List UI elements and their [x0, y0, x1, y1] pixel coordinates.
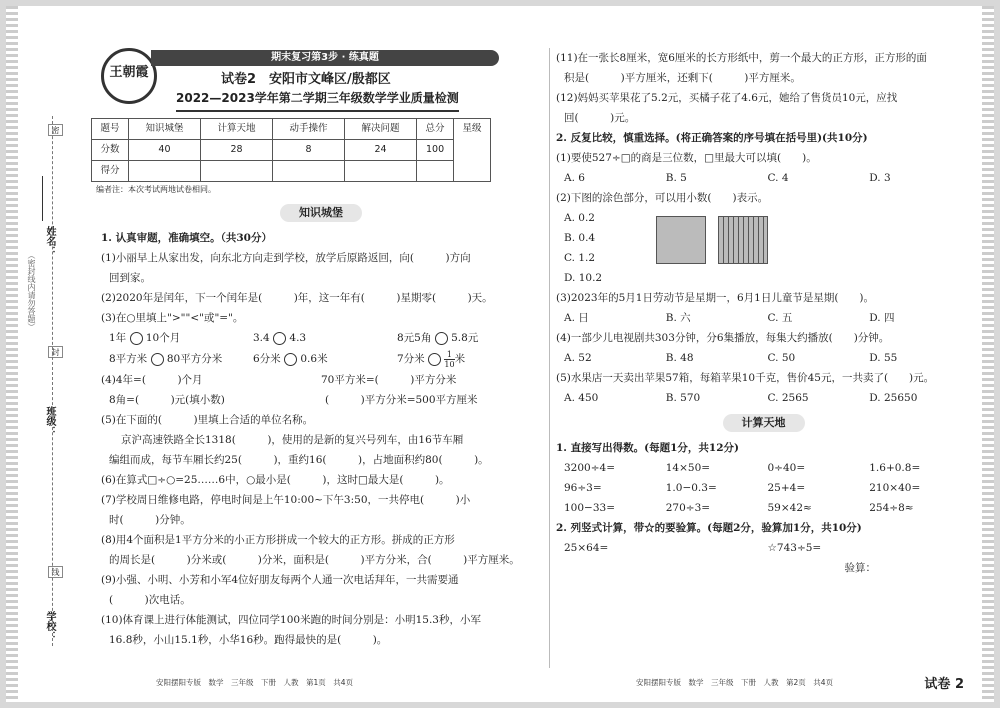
cell[interactable]: [417, 161, 454, 182]
cmp-b: 0.6米: [300, 353, 328, 365]
fraction: [444, 350, 454, 369]
cmp-b: 5.8元: [451, 332, 479, 344]
compare-circle[interactable]: [435, 332, 448, 345]
section-calculation: 计算天地: [723, 414, 805, 432]
vertical-calc-2: ☆743÷5=: [767, 542, 822, 554]
option: A. 6: [564, 172, 585, 184]
q2-2: (2)下图的涂色部分，可以用小数( )表示。: [556, 192, 769, 204]
q2-2-block: [556, 208, 971, 288]
th-star: 星级: [454, 119, 491, 182]
calc-q2-heading: 2. 列竖式计算，带☆的要验算。(每题2分，验算加1分，共10分): [556, 522, 862, 534]
score-row: [92, 140, 491, 161]
calc-item: 254÷8≈: [869, 502, 914, 514]
exam-header: [101, 48, 541, 118]
calc-row-2: [556, 478, 971, 498]
cmp-a: 8元5角: [397, 332, 432, 344]
option: C. 五: [767, 312, 793, 324]
footer-left: 安阳摆阳专版 数学 三年级 下册 人教 第1页 共4页: [156, 678, 354, 687]
th: 计算天地: [200, 119, 272, 140]
q1-2: (2)2020年是闰年，下一个闰年是( )年，这一年有( )星期零( )天。: [101, 292, 493, 304]
cell[interactable]: [345, 161, 417, 182]
cell: 得分: [92, 161, 129, 182]
left-column: [96, 48, 541, 650]
q2-3-options: [556, 308, 971, 328]
school-label: 学校：: [44, 611, 55, 641]
calc-item: 1.0−0.3=: [665, 482, 717, 494]
cmp-a: 7分米: [397, 353, 425, 365]
option: A. 日: [564, 312, 589, 324]
vertical-calc-1: 25×64=: [564, 542, 609, 554]
th: 动手操作: [273, 119, 345, 140]
cmp-a: 6分米: [253, 353, 281, 365]
cell: 分数: [92, 140, 129, 161]
compare-circle[interactable]: [428, 353, 441, 366]
calc-item: 210×40=: [869, 482, 921, 494]
q1-heading: 1. 认真审题，准确填空。（共30分）: [101, 232, 272, 244]
cell[interactable]: [273, 161, 345, 182]
th: 题号: [92, 119, 129, 140]
q1-10b: 16.8秒，小山15.1秒，小华16秒。跑得最快的是( )。: [109, 634, 388, 646]
exam-page: [6, 6, 994, 702]
th: 知识城堡: [128, 119, 200, 140]
column-divider: [549, 48, 550, 668]
footer-right: 安阳摆阳专版 数学 三年级 下册 人教 第2页 共4页: [636, 678, 834, 687]
q1-11: (11)在一张长8厘米，宽6厘米的长方形纸中，剪一个最大的正方形，正方形的面: [556, 52, 927, 64]
seal-note: （密封线内请勿答题）: [27, 251, 36, 331]
editor-note: 编者注：本次考试两地试卷相同。: [96, 185, 216, 194]
calc-item: 25+4=: [767, 482, 806, 494]
q2-5-options: [556, 388, 971, 408]
q1-4-row2: [101, 390, 541, 410]
cmp-a: 1年: [109, 332, 127, 344]
q1-1: (1)小丽早上从家出发，向东北方向走到学校，放学后原路返回，向( )方向: [101, 252, 471, 264]
binding-dashed-line: [52, 116, 53, 646]
name-line: [42, 176, 55, 221]
calc-item: 1.6+0.8=: [869, 462, 921, 474]
name-label: 姓名：: [44, 226, 55, 256]
calc-item: 270÷3=: [665, 502, 711, 514]
q1-12b: 回( )元。: [564, 112, 636, 124]
calc-row-3: [556, 498, 971, 518]
cmp-b: 80平方分米: [166, 353, 223, 365]
option: A. 450: [564, 392, 599, 404]
option: C. 4: [767, 172, 789, 184]
seal-mark: 密: [48, 124, 63, 136]
q1-5: (5)在下面的( )里填上合适的单位名称。: [101, 414, 314, 426]
option: A. 52: [564, 352, 592, 364]
q1-12: (12)妈妈买苹果花了5.2元，买橘子花了4.6元，她给了售货员10元，应找: [556, 92, 898, 104]
option: B. 0.4: [564, 232, 596, 244]
q1-10: (10)体育课上进行体能测试，四位同学100米跑的时间分别是：小明15.3秒，小军: [101, 614, 481, 626]
q1-6: (6)在算式□÷○=25……6中，○最小是( )，这时□最大是( )。: [101, 474, 450, 486]
exam-title: 试卷2 安阳市文峰区/殷都区: [221, 72, 391, 87]
compare-circle[interactable]: [284, 353, 297, 366]
calc-item: 96÷3=: [564, 482, 602, 494]
cmp-b: 4.3: [289, 332, 307, 344]
q1-11b: 积是( )平方厘米，还剩下( )平方厘米。: [564, 72, 801, 84]
cell: 28: [200, 140, 272, 161]
q1-4b: 70平方米=( )平方分米: [321, 374, 457, 386]
binding-margin: [20, 46, 70, 666]
striped-square-figure: [718, 216, 768, 264]
q1-8: (8)用4个面积是1平方分米的小正方形拼成一个较大的正方形。拼成的正方形: [101, 534, 455, 546]
compare-row-2: [101, 348, 541, 370]
option: A. 0.2: [564, 212, 595, 224]
q1-8b: 的周长是( )分米或( )分米，面积是( )平方分米，合( )平方厘米。: [109, 554, 520, 566]
q1-9: (9)小强、小明、小芳和小军4位好朋友每两个人通一次电话拜年，一共需要通: [101, 574, 459, 586]
option: C. 1.2: [564, 252, 596, 264]
q2-heading: 2. 反复比较，慎重选择。(将正确答案的序号填在括号里)(共10分): [556, 132, 868, 144]
check-label: 验算：: [844, 562, 876, 574]
vertical-calc-row: [556, 538, 971, 558]
q2-1-options: [556, 168, 971, 188]
q1-4d: ( )平方分米=500平方厘米: [325, 394, 478, 406]
cell: 100: [417, 140, 454, 161]
q2-4-options: [556, 348, 971, 368]
option: D. 25650: [869, 392, 918, 404]
shaded-square-figure: [656, 216, 706, 264]
cell: 40: [128, 140, 200, 161]
q1-5b: 编组而成，每节车厢长约25( )，重约16( )，占地面积约80( )。: [109, 454, 489, 466]
score-table-header: [92, 119, 491, 140]
frac-num: 1: [444, 350, 454, 360]
calc-item: 0÷40=: [767, 462, 806, 474]
option: B. 六: [665, 312, 691, 324]
cmp-a: 8平方米: [109, 353, 148, 365]
right-column: [556, 48, 971, 578]
option: C. 2565: [767, 392, 809, 404]
right-edge: [982, 6, 994, 702]
calc-q1-heading: 1. 直接写出得数。(每题1分，共12分): [556, 442, 739, 454]
feng-mark: 封: [48, 346, 63, 358]
option: D. 10.2: [564, 272, 603, 284]
cell: 24: [345, 140, 417, 161]
q2-4: (4)一部少儿电视剧共303分钟，分6集播放，每集大约播放( )分钟。: [556, 332, 890, 344]
frac-den: 10: [444, 359, 455, 369]
q1-4c: 8角=( )元(填小数): [109, 394, 225, 406]
option: D. 四: [869, 312, 895, 324]
xian-mark: 线: [48, 566, 63, 578]
q1-9b: ( )次电话。: [109, 594, 191, 606]
q1-7b: 时( )分钟。: [109, 514, 191, 526]
option: D. 3: [869, 172, 891, 184]
review-step-banner: 期末复习第3步 · 练真题: [151, 50, 499, 66]
left-edge: [6, 6, 18, 702]
th: 解决问题: [345, 119, 417, 140]
frac-unit: 米: [454, 353, 466, 365]
q2-5: (5)水果店一天卖出苹果57箱，每箱苹果10千克，售价45元，一共卖了( )元。: [556, 372, 935, 384]
option: B. 570: [665, 392, 701, 404]
q1-5a: 京沪高速铁路全长1318( )，使用的是新的复兴号列车，由16节车厢: [121, 434, 464, 446]
calc-item: 59×42≈: [767, 502, 812, 514]
compare-circle[interactable]: [151, 353, 164, 366]
q1-4a: (4)4年=( )个月: [101, 374, 203, 386]
cell[interactable]: [200, 161, 272, 182]
calc-item: 3200÷4=: [564, 462, 615, 474]
publisher-logo: 王朝霞: [101, 48, 157, 104]
cell[interactable]: [128, 161, 200, 182]
exam-subtitle: 2022—2023学年第二学期三年级数学学业质量检测: [176, 88, 459, 112]
option: B. 48: [665, 352, 694, 364]
cmp-a: 3.4: [253, 332, 270, 344]
q2-1: (1)要使527÷□的商是三位数，□里最大可以填( )。: [556, 152, 817, 164]
th: 总分: [417, 119, 454, 140]
q1-4-row1: [101, 370, 541, 390]
score-table: [91, 118, 491, 182]
q1-3: (3)在○里填上">""<"或"="。: [101, 312, 244, 324]
calc-item: 100−33=: [564, 502, 615, 514]
compare-circle[interactable]: [273, 332, 286, 345]
calc-item: 14×50=: [665, 462, 711, 474]
q2-2-options: [564, 208, 644, 288]
cell: 8: [273, 140, 345, 161]
cmp-b: 10个月: [145, 332, 181, 344]
compare-row-1: [101, 328, 541, 348]
compare-circle[interactable]: [130, 332, 143, 345]
obtained-row: [92, 161, 491, 182]
paper-badge: 试卷 2: [924, 677, 964, 692]
calc-row-1: [556, 458, 971, 478]
class-label: 班级：: [44, 406, 55, 436]
q1-1b: 回到家。: [109, 272, 151, 284]
option: C. 50: [767, 352, 796, 364]
option: D. 55: [869, 352, 898, 364]
q1-7: (7)学校周日维修电路，停电时间是上午10:00~下午3:50，一共停电( )小: [101, 494, 471, 506]
option: B. 5: [665, 172, 687, 184]
section-knowledge: 知识城堡: [280, 204, 362, 222]
q2-3: (3)2023年的5月1日劳动节是星期一，6月1日儿童节是星期( )。: [556, 292, 875, 304]
